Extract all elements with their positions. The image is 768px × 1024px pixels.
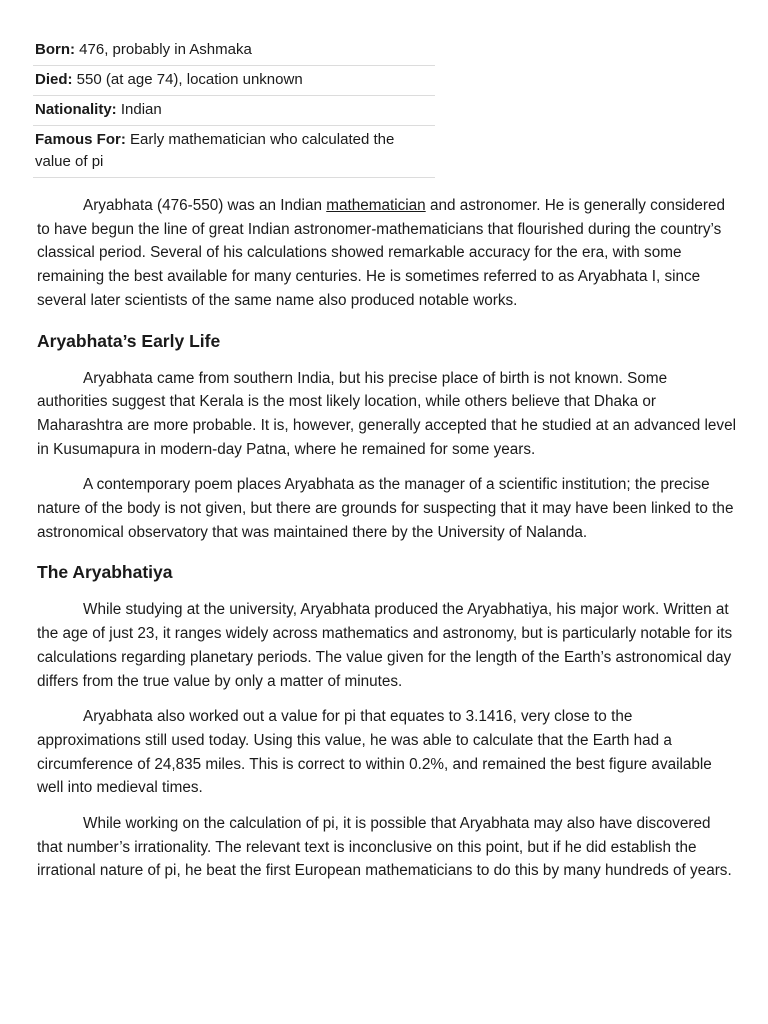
intro-text-before: Aryabhata (476-550) was an Indian bbox=[83, 197, 327, 214]
fact-value: Early mathematician who calculated the value of pi bbox=[35, 131, 395, 170]
fact-value: 550 (at age 74), location unknown bbox=[76, 71, 303, 88]
paragraph: While working on the calculation of pi, it is possible that Aryabhata may also have discovered that number’s irrationality. The relevant text is inconclusive on this point, but if he did establish the irrational nature of pi, he beat the first European mathematicians to do this by many hundreds of years. bbox=[37, 815, 732, 880]
fact-died bbox=[33, 66, 435, 96]
fact-label: Born: bbox=[35, 41, 75, 58]
paragraph: A contemporary poem places Aryabhata as the manager of a scientific institution; the precise nature of the body is not given, but there are grounds for suspecting that it may have been linked to the astronomical observatory that was maintained there by the University of Nalanda. bbox=[37, 476, 734, 541]
fact-value: Indian bbox=[120, 101, 162, 118]
fact-born bbox=[33, 36, 435, 66]
mathematician-link[interactable]: mathematician bbox=[326, 197, 426, 214]
paragraph: While studying at the university, Aryabhata produced the Aryabhatiya, his major work. Written at the age of just 23, it ranges widely across mathematics and astronomy, but is particularly notable for its calculations regarding planetary periods. The value given for the length of the Earth’s astronomical day differs from the true value by only a matter of minutes. bbox=[37, 601, 733, 690]
fact-famous-for bbox=[33, 126, 435, 178]
fact-label: Famous For: bbox=[35, 131, 126, 148]
fact-value: 476, probably in Ashmaka bbox=[79, 41, 252, 58]
paragraph: Aryabhata came from southern India, but his precise place of birth is not known. Some authorities suggest that Kerala is the most likely location, while others believe that Dhaka or Maharashtra are more probable. It is, however, generally accepted that he studied at an advanced level in Kusumapura in modern-day Patna, where he remained for some years. bbox=[37, 369, 736, 458]
facts-table bbox=[33, 36, 435, 178]
intro-paragraph bbox=[37, 194, 737, 313]
intro-text-after: and astronomer. He is generally considered to have begun the line of great Indian astronomer-mathematicians that flourished during the country’s classical period. Several of his calculations showed remarkable accuracy for the era, with some remaining the best available for many centuries. He is sometimes referred to as Aryabhata I, since several later scientists of the same name also produced notable works. bbox=[37, 197, 726, 309]
section-heading-early-life: Aryabhata’s Early Life bbox=[37, 330, 221, 351]
fact-label: Nationality: bbox=[35, 101, 117, 118]
article-body bbox=[37, 194, 737, 895]
fact-label: Died: bbox=[35, 71, 73, 88]
fact-nationality bbox=[33, 96, 435, 126]
paragraph: Aryabhata also worked out a value for pi that equates to 3.1416, very close to the approximations still used today. Using this value, he was able to calculate that the Earth had a circumference of 24,835 miles. This is correct to within 0.2%, and remained the best figure available well into medieval times. bbox=[37, 708, 712, 797]
section-heading-aryabhatiya: The Aryabhatiya bbox=[37, 562, 173, 583]
